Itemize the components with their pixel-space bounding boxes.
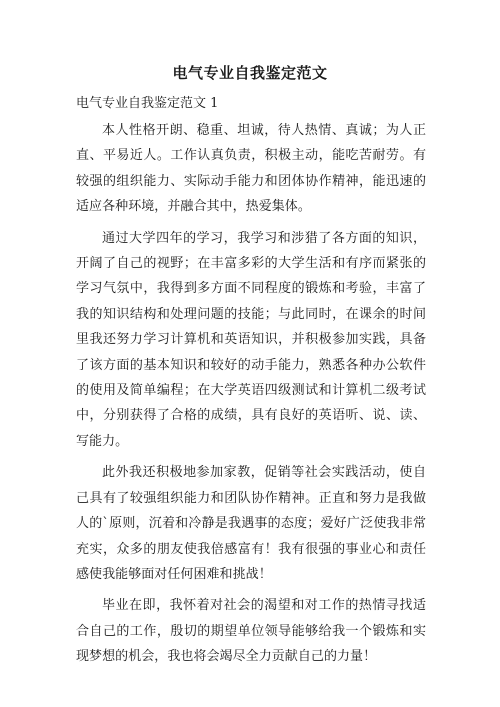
paragraph-graduation: 毕业在即，我怀着对社会的渴望和对工作的热情寻找适合自己的工作，殷切的期望单位领导能够给我一个锻炼和实现梦想的机会，我也将会竭尽全力贡献自己的力量！ (76, 598, 426, 665)
document-body (76, 118, 426, 676)
paragraph-study: 通过大学四年的学习，我学习和涉猎了各方面的知识，开阔了自己的视野；在丰富多彩的大学生活和有序而紧张的学习气氛中，我得到多方面不同程度的锻炼和考验，丰富了我的知识结构和处理问题的技能；与此同时，在课余的时间里我还努力学习计算机和英语知识，并积极参加实践，具备了该方面的基本知识和较好的动手能力，熟悉各种办公软件的使用及简单编程；在大学英语四级测试和计算机二级考试中，分别获得了合格的成绩，具有良好的英语听、说、读、写能力。 (76, 230, 426, 449)
paragraph-practice: 此外我还积极地参加家教，促销等社会实践活动，使自己具有了较强组织能力和团队协作精神。正直和努力是我做人的`原则，沉着和冷静是我遇事的态度；爱好广泛使我非常充实，众多的朋友使我倍感富有！我有很强的事业心和责任感使我能够面对任何困难和挑战！ (76, 465, 426, 582)
paragraph-personality: 本人性格开朗、稳重、坦诚，待人热情、真诚；为人正直、平易近人。工作认真负责，积极主动，能吃苦耐劳。有较强的组织能力、实际动手能力和团体协作精神，能迅速的适应各种环境，并融合其中，热爱集体。 (76, 123, 426, 215)
document-title: 电气专业自我鉴定范文 (172, 64, 328, 82)
document-subtitle: 电气专业自我鉴定范文 1 (76, 96, 219, 111)
